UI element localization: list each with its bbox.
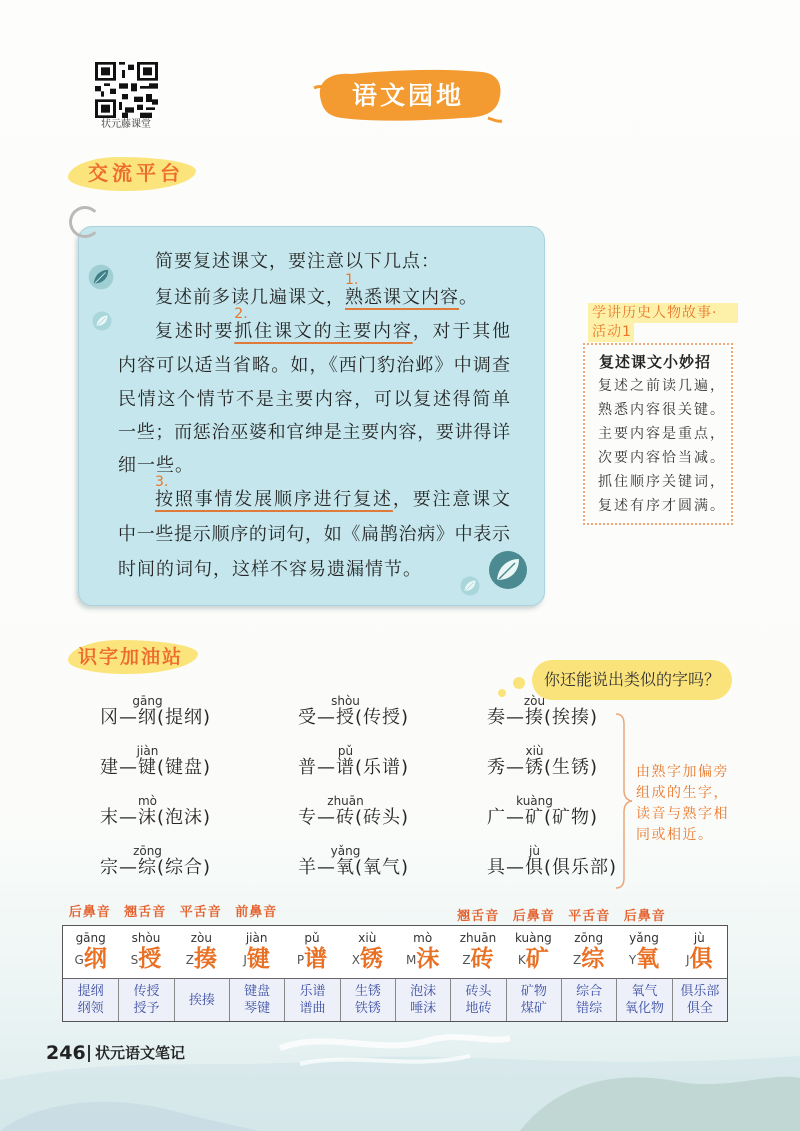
word: 琴键 xyxy=(244,1001,271,1016)
table-char: 纲 xyxy=(83,946,107,972)
key-point-2 xyxy=(234,306,413,342)
speech-bubble: 你还能说出类似的字吗？ xyxy=(532,660,732,700)
pinyin: pǔ xyxy=(304,931,320,945)
section-heading-literacy: 识字加油站 xyxy=(78,646,184,668)
underlined-text: 熟悉课文内容 xyxy=(345,287,459,308)
new-char xyxy=(330,844,361,878)
table-char: 沫 xyxy=(416,946,440,972)
word: 泡沫 xyxy=(410,984,437,999)
word: 氧化物 xyxy=(624,1001,664,1016)
book-title: 状元语文笔记 xyxy=(95,1044,186,1062)
char: 纲 xyxy=(138,707,157,728)
key-point-1 xyxy=(345,272,459,308)
tip-line: 主要内容是重点， xyxy=(598,426,726,442)
dash: — xyxy=(119,757,138,778)
qr-label: 状元藤课堂 xyxy=(101,119,151,130)
character-pair xyxy=(298,694,487,756)
sound-label: 平舌音 xyxy=(179,905,222,920)
card-line: 内容可以适当省略。如，《西门豹治邺》中调查 xyxy=(118,355,510,376)
bubble-dot xyxy=(498,689,506,697)
pinyin: jiàn xyxy=(245,931,268,945)
dash: — xyxy=(317,707,336,728)
pinyin: xiù xyxy=(358,931,377,945)
char: 砖 xyxy=(336,807,355,828)
table-words-cell xyxy=(340,978,395,1021)
pinyin: zòu xyxy=(523,694,546,708)
familiar-char: 普 xyxy=(298,757,317,778)
example-word: (泡沫) xyxy=(157,807,212,828)
table-header-cell xyxy=(229,926,284,978)
pinyin: zhuān xyxy=(327,794,364,808)
char: 俱 xyxy=(525,857,544,878)
char: 谱 xyxy=(336,757,355,778)
example-word: (俱乐部) xyxy=(544,857,618,878)
table-header-cell xyxy=(506,926,561,978)
pinyin: zòu xyxy=(190,931,212,945)
pinyin: yǎng xyxy=(629,931,659,945)
new-char xyxy=(336,744,355,778)
initial-letter: S xyxy=(130,953,139,967)
character-pairs xyxy=(100,694,618,906)
table-words-cell xyxy=(672,978,727,1021)
point-marker: 3. xyxy=(155,474,169,490)
word: 纲领 xyxy=(77,1001,104,1016)
new-char xyxy=(137,794,158,828)
table-char: 氧 xyxy=(636,946,660,972)
initial-letter: Z xyxy=(573,953,582,967)
initial-letter: J xyxy=(243,953,247,967)
page-number: 246 xyxy=(46,1042,86,1064)
page-title: 语文园地 xyxy=(351,81,464,110)
char: 矿 xyxy=(525,807,544,828)
card-line: 时间的词句，这样不容易遗漏情节。 xyxy=(118,559,422,580)
character-pair xyxy=(487,844,618,906)
card-line: 民情这个情节不是主要内容，可以复述得简单 xyxy=(118,389,510,410)
table-header-cell xyxy=(450,926,505,978)
sound-label xyxy=(395,904,451,926)
new-char xyxy=(133,844,162,878)
tip-line: 熟悉内容很关键。 xyxy=(598,402,726,418)
familiar-char: 广 xyxy=(487,807,506,828)
char: 沫 xyxy=(138,807,157,828)
initial-letter: X xyxy=(351,953,360,967)
familiar-char: 秀 xyxy=(487,757,506,778)
initial-letter: Y xyxy=(628,953,637,967)
footer-divider xyxy=(88,1045,90,1062)
table-words-cell xyxy=(284,978,339,1021)
card-line: 中一些提示顺序的词句，如《扁鹊治病》中表示 xyxy=(118,524,510,545)
new-char xyxy=(523,694,546,728)
note-line: 读音与熟字相 xyxy=(636,806,729,822)
dash: — xyxy=(506,857,525,878)
familiar-char: 冈 xyxy=(100,707,119,728)
character-pair xyxy=(100,694,298,756)
card-line: 一些；而惩治巫婆和官绅是主要内容，要讲得详 xyxy=(118,422,510,443)
sound-label: 后鼻音 xyxy=(623,909,666,924)
card-line-point-3 xyxy=(155,474,511,512)
example-word: (提纲) xyxy=(157,707,212,728)
underlined-text: 按照事情发展顺序进行复述 xyxy=(155,489,393,510)
example-word: (砖头) xyxy=(355,807,410,828)
initial-letter: K xyxy=(517,953,526,967)
example-word: (乐谱) xyxy=(355,757,410,778)
pinyin: pǔ xyxy=(337,744,354,758)
pinyin: jù xyxy=(529,844,540,858)
new-char xyxy=(525,844,544,878)
tip-line: 次要内容恰当减。 xyxy=(598,450,726,466)
word: 谱曲 xyxy=(299,1001,326,1016)
example-word: (矿物) xyxy=(544,807,599,828)
word: 生锈 xyxy=(354,984,381,999)
rule-note xyxy=(636,762,729,846)
pinyin: shòu xyxy=(131,931,161,945)
character-pair xyxy=(100,744,298,806)
dash: — xyxy=(119,807,138,828)
sound-label: 翘舌音 xyxy=(124,905,167,920)
line-text: ，对于其他 xyxy=(412,321,511,342)
pinyin: mò xyxy=(137,794,158,808)
table-words-cell xyxy=(118,978,173,1021)
word: 乐谱 xyxy=(299,984,326,999)
dash: — xyxy=(317,757,336,778)
character-pair xyxy=(298,844,487,906)
leaf-icon xyxy=(88,264,114,290)
leaf-icon xyxy=(92,311,112,331)
new-char xyxy=(516,794,553,828)
bubble-dot xyxy=(513,677,525,689)
familiar-char: 具 xyxy=(487,857,506,878)
sound-label xyxy=(673,904,729,926)
table-header-cell xyxy=(616,926,671,978)
word: 砖头 xyxy=(465,984,492,999)
note-line: 同或相近。 xyxy=(636,827,714,843)
line-text: ，要注意课文 xyxy=(392,489,511,510)
tips-title: 复述课文小妙招 xyxy=(599,353,712,371)
table-words-cell xyxy=(450,978,505,1021)
table-char: 综 xyxy=(581,946,605,972)
char: 氧 xyxy=(336,857,355,878)
table-char: 授 xyxy=(138,946,162,972)
table-header-cell xyxy=(118,926,173,978)
tips-card xyxy=(78,226,545,606)
word: 氧气 xyxy=(631,984,658,999)
leaf-icon xyxy=(488,550,528,590)
ring-clip xyxy=(69,206,101,238)
example-word: (传授) xyxy=(355,707,410,728)
sound-label: 翘舌音 xyxy=(457,909,500,924)
familiar-char: 专 xyxy=(298,807,317,828)
table-char: 键 xyxy=(246,946,270,972)
word: 综合 xyxy=(576,984,603,999)
new-char xyxy=(136,744,159,778)
char: 综 xyxy=(138,857,157,878)
pinyin: gāng xyxy=(75,931,106,945)
word: 挨揍 xyxy=(188,992,215,1008)
pinyin: kuàng xyxy=(516,794,553,808)
qr-code xyxy=(95,62,158,118)
character-table xyxy=(62,925,728,1022)
table-header-cell xyxy=(672,926,727,978)
character-pair xyxy=(100,844,298,906)
new-char xyxy=(525,744,544,778)
activity-tag-line1: 学讲历史人物故事· xyxy=(592,305,718,321)
character-pair xyxy=(298,794,487,856)
point-marker: 2. xyxy=(234,306,248,322)
word: 传授 xyxy=(133,984,160,999)
sound-labels xyxy=(62,904,728,926)
familiar-char: 宗 xyxy=(100,857,119,878)
card-line-point-1 xyxy=(155,272,478,310)
word: 唾沫 xyxy=(410,1001,437,1016)
dash: — xyxy=(119,857,138,878)
dash: — xyxy=(119,707,138,728)
word: 提纲 xyxy=(77,984,104,999)
new-char xyxy=(327,794,364,828)
table-words-cell xyxy=(229,978,284,1021)
sound-label: 前鼻音 xyxy=(235,905,278,920)
pinyin: kuàng xyxy=(514,931,552,945)
new-char xyxy=(331,694,360,728)
sound-label: 后鼻音 xyxy=(68,905,111,920)
character-pair xyxy=(100,794,298,856)
table-words-cell xyxy=(561,978,616,1021)
familiar-char: 羊 xyxy=(298,857,317,878)
sound-label: 后鼻音 xyxy=(512,909,555,924)
table-header-cell xyxy=(395,926,450,978)
tip-line: 复述有序才圆满。 xyxy=(598,498,726,514)
line-text: 。 xyxy=(459,287,478,308)
character-pair xyxy=(487,794,615,856)
line-text: 复述前多读几遍课文， xyxy=(155,287,345,308)
curly-bracket xyxy=(614,712,634,890)
word: 煤矿 xyxy=(520,1001,547,1016)
sound-label: 平舌音 xyxy=(568,909,611,924)
pinyin: yǎng xyxy=(330,844,361,858)
section-heading-exchange: 交流平台 xyxy=(88,161,184,185)
table-char: 谱 xyxy=(304,946,328,972)
activity-tag-line2: 活动1 xyxy=(592,324,632,340)
line-text: 复述时要 xyxy=(155,321,235,342)
table-char: 矿 xyxy=(525,946,549,972)
table-words-cell xyxy=(395,978,450,1021)
word: 铁锈 xyxy=(354,1001,381,1016)
word: 矿物 xyxy=(520,984,547,999)
card-intro-line: 简要复述课文，要注意以下几点： xyxy=(155,251,440,272)
table-char: 揍 xyxy=(193,946,217,972)
pinyin: gāng xyxy=(132,694,163,708)
word: 错综 xyxy=(576,1001,603,1016)
underlined-text: 抓住课文的主要内容 xyxy=(234,321,413,342)
note-line: 由熟字加偏旁 xyxy=(636,764,729,780)
dash: — xyxy=(317,857,336,878)
word: 键盘 xyxy=(244,984,271,999)
point-marker: 1. xyxy=(345,272,359,288)
initial-letter: Z xyxy=(462,953,471,967)
dash: — xyxy=(506,807,525,828)
word: 俱全 xyxy=(686,1001,713,1016)
leaf-icon xyxy=(460,576,480,596)
new-char xyxy=(132,694,163,728)
pinyin: xiù xyxy=(525,744,544,758)
char: 揍 xyxy=(525,707,544,728)
familiar-char: 奏 xyxy=(487,707,506,728)
sound-label xyxy=(284,904,340,926)
table-header-cell xyxy=(174,926,229,978)
card-line-point-2 xyxy=(155,306,511,344)
familiar-char: 末 xyxy=(100,807,119,828)
initial-letter: M xyxy=(405,953,417,967)
pinyin: zōng xyxy=(133,844,162,858)
sound-label xyxy=(340,904,396,926)
pinyin: jù xyxy=(693,931,705,945)
char: 键 xyxy=(138,757,157,778)
initial-letter: P xyxy=(296,953,305,967)
familiar-char: 建 xyxy=(100,757,119,778)
word: 俱乐部 xyxy=(680,984,720,999)
table-words-cell xyxy=(63,978,118,1021)
example-word: (键盘) xyxy=(157,757,212,778)
pinyin: shòu xyxy=(331,694,360,708)
char: 锈 xyxy=(525,757,544,778)
table-char: 俱 xyxy=(689,946,713,972)
initial-letter: G xyxy=(74,953,84,967)
initial-letter: Z xyxy=(185,953,194,967)
word: 授予 xyxy=(133,1001,160,1016)
tip-line: 抓住顺序关键词， xyxy=(598,474,726,490)
table-header-cell xyxy=(284,926,339,978)
card-line: 细一些。 xyxy=(118,455,194,476)
pinyin: zōng xyxy=(574,931,604,945)
table-header-cell xyxy=(340,926,395,978)
pinyin: zhuān xyxy=(459,931,497,945)
example-word: (挨揍) xyxy=(544,707,599,728)
dash: — xyxy=(317,807,336,828)
pinyin: jiàn xyxy=(136,744,159,758)
table-header-cell xyxy=(63,926,118,978)
example-word: (氧气) xyxy=(355,857,410,878)
table-words-cell xyxy=(616,978,671,1021)
table-words-cell xyxy=(506,978,561,1021)
note-line: 组成的生字， xyxy=(636,785,729,801)
example-word: (综合) xyxy=(157,857,212,878)
character-pair xyxy=(487,694,615,756)
familiar-char: 受 xyxy=(298,707,317,728)
table-header-cell xyxy=(561,926,616,978)
dash: — xyxy=(506,707,525,728)
table-char: 锈 xyxy=(359,946,383,972)
initial-letter: J xyxy=(686,953,690,967)
key-point-3 xyxy=(155,474,393,510)
example-word: (生锈) xyxy=(544,757,599,778)
tip-line: 复述之前读几遍， xyxy=(598,378,726,394)
char: 授 xyxy=(336,707,355,728)
pinyin: mò xyxy=(413,931,433,945)
dash: — xyxy=(506,757,525,778)
table-words-cell xyxy=(174,978,229,1021)
word: 地砖 xyxy=(465,1001,492,1016)
table-char: 砖 xyxy=(470,946,494,972)
